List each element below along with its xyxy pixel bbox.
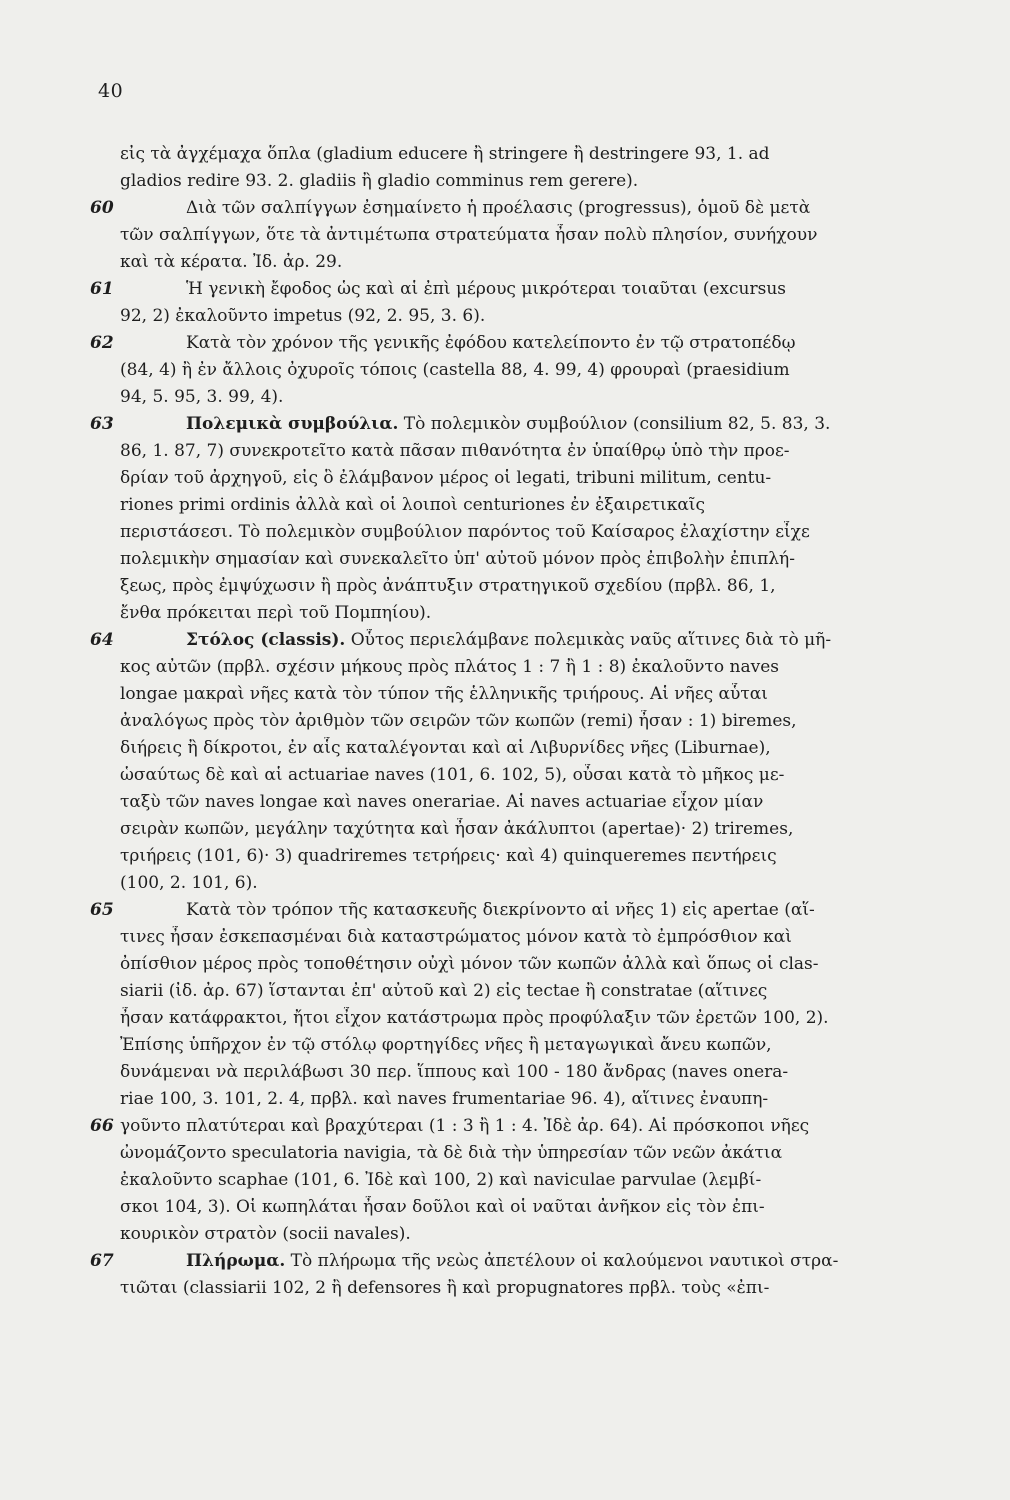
text-line: ταξὺ τῶν naves longae καὶ naves onerariae. Αἱ naves actuariae εἶχον μίαν	[120, 792, 764, 812]
section-heading-crew: Πλήρωμα.	[186, 1251, 286, 1271]
section-number-62: 62	[90, 333, 114, 353]
text-line: τινες ἦσαν ἐσκεπασμέναι διὰ καταστρώματος μόνον κατὰ τὸ ἐμπρόσθιον καὶ	[120, 927, 792, 947]
text-line: τριήρεις (101, 6)· 3) quadriremes τετρήρεις· καὶ 4) quinqueremes πεντήρεις	[120, 846, 777, 866]
text-line: καὶ τὰ κέρατα. Ἰδ. ἀρ. 29.	[120, 252, 343, 272]
text-run: Τὸ πολεμικὸν συμβούλιον (consilium 82, 5. 83, 3.	[398, 414, 831, 434]
section-number-64: 64	[90, 630, 114, 650]
text-line: Διὰ τῶν σαλπίγγων ἐσημαίνετο ἡ προέλασις (progressus), ὁμοῦ δὲ μετὰ	[186, 198, 811, 218]
text-line: ὠνομάζοντο speculatoria navigia, τὰ δὲ διὰ τὴν ὑπηρεσίαν τῶν νεῶν ἀκάτια	[120, 1143, 783, 1163]
text-line: Ἐπίσης ὑπῆρχον ἐν τῷ στόλῳ φορτηγίδες νῆες ἢ μεταγωγικαὶ ἄνευ κωπῶν,	[120, 1035, 772, 1055]
text-line: ἐκαλοῦντο scaphae (101, 6. Ἰδὲ καὶ 100, 2) καὶ naviculae parvulae (λεμβί-	[120, 1170, 762, 1190]
text-line: ὡσαύτως δὲ καὶ αἱ actuariae naves (101, 6. 102, 5), οὖσαι κατὰ τὸ μῆκος με-	[120, 765, 785, 785]
section-number-60: 60	[90, 198, 114, 218]
text-line: δρίαν τοῦ ἀρχηγοῦ, εἰς ὃ ἐλάμβανον μέρος οἱ legati, tribuni militum, centu-	[120, 468, 772, 488]
text-line	[120, 413, 1010, 435]
text-line: περιστάσεσι. Τὸ πολεμικὸν συμβούλιον παρόντος τοῦ Καίσαρος ἐλαχίστην εἶχε	[120, 522, 810, 542]
text-line	[120, 1250, 1010, 1272]
text-line: κος αὐτῶν (πρβλ. σχέσιν μήκους πρὸς πλάτος 1 : 7 ἢ 1 : 8) ἐκαλοῦντο naves	[120, 657, 779, 677]
text-line: riae 100, 3. 101, 2. 4, πρβλ. καὶ naves frumentariae 96. 4), αἵτινες ἐναυπη-	[120, 1089, 769, 1109]
text-line: ὀπίσθιον μέρος πρὸς τοποθέτησιν οὐχὶ μόνον τῶν κωπῶν ἀλλὰ καὶ ὅπως οἱ clas-	[120, 954, 819, 974]
section-number-63: 63	[90, 414, 114, 434]
section-heading-fleet: Στόλος (classis).	[186, 630, 346, 650]
text-line: siarii (ἰδ. ἀρ. 67) ἵστανται ἐπ' αὐτοῦ καὶ 2) εἰς tectae ἢ constratae (αἵτινες	[120, 981, 768, 1001]
text-line: riones primi ordinis ἀλλὰ καὶ οἱ λοιποὶ centuriones ἐν ἐξαιρετικαῖς	[120, 495, 705, 515]
text-line: γοῦντο πλατύτεραι καὶ βραχύτεραι (1 : 3 ἢ 1 : 4. Ἰδὲ ἀρ. 64). Αἱ πρόσκοποι νῆες	[120, 1116, 810, 1136]
text-line: σκοι 104, 3). Οἱ κωπηλάται ἦσαν δοῦλοι καὶ οἱ ναῦται ἀνῆκον εἰς τὸν ἐπι-	[120, 1197, 765, 1217]
text-line: τῶν σαλπίγγων, ὅτε τὰ ἀντιμέτωπα στρατεύματα ἦσαν πολὺ πλησίον, συνήχουν	[120, 225, 818, 245]
text-line: 92, 2) ἐκαλοῦντο impetus (92, 2. 95, 3. 6).	[120, 306, 486, 326]
text-line: εἰς τὰ ἀγχέμαχα ὅπλα (gladium educere ἢ stringere ἢ destringere 93, 1. ad	[120, 144, 770, 164]
text-line: (84, 4) ἢ ἐν ἄλλοις ὀχυροῖς τόποις (castella 88, 4. 99, 4) φρουραὶ (praesidium	[120, 360, 790, 380]
text-line: διήρεις ἢ δίκροτοι, ἐν αἷς καταλέγονται καὶ αἱ Λιβυρνίδες νῆες (Liburnae),	[120, 738, 771, 758]
text-line: (100, 2. 101, 6).	[120, 873, 258, 893]
text-line	[120, 629, 1010, 651]
page-number: 40	[98, 80, 124, 102]
text-line: 86, 1. 87, 7) συνεκροτεῖτο κατὰ πᾶσαν πιθανότητα ἐν ὑπαίθρῳ ὑπὸ τὴν προε-	[120, 441, 790, 461]
text-line: ξεως, πρὸς ἐμψύχωσιν ἢ πρὸς ἀνάπτυξιν στρατηγικοῦ σχεδίου (πρβλ. 86, 1,	[120, 576, 776, 596]
text-line: longae μακραὶ νῆες κατὰ τὸν τύπον τῆς ἑλληνικῆς τριήρους. Αἱ νῆες αὗται	[120, 684, 768, 704]
text-line: Κατὰ τὸν τρόπον τῆς κατασκευῆς διεκρίνοντο αἱ νῆες 1) εἰς apertae (αἵ-	[186, 900, 815, 920]
text-line: σειρὰν κωπῶν, μεγάλην ταχύτητα καὶ ἦσαν ἀκάλυπτοι (apertae)· 2) triremes,	[120, 819, 794, 839]
text-line: Κατὰ τὸν χρόνον τῆς γενικῆς ἐφόδου κατελείποντο ἐν τῷ στρατοπέδῳ	[186, 333, 796, 353]
section-number-66: 66	[90, 1116, 114, 1136]
text-line: 94, 5. 95, 3. 99, 4).	[120, 387, 284, 407]
text-run: Οὗτος περιελάμβανε πολεμικὰς ναῦς αἵτινες διὰ τὸ μῆ-	[345, 630, 832, 650]
text-line: ἀναλόγως πρὸς τὸν ἀριθμὸν τῶν σειρῶν τῶν κωπῶν (remi) ἦσαν : 1) biremes,	[120, 711, 797, 731]
section-number-65: 65	[90, 900, 114, 920]
text-line: πολεμικὴν σημασίαν καὶ συνεκαλεῖτο ὑπ' αὐτοῦ μόνον πρὸς ἐπιβολὴν ἐπιπλή-	[120, 549, 795, 569]
text-line: δυνάμεναι νὰ περιλάβωσι 30 περ. ἵππους καὶ 100 - 180 ἄνδρας (naves onera-	[120, 1062, 789, 1082]
text-line: ἦσαν κατάφρακτοι, ἤτοι εἶχον κατάστρωμα πρὸς προφύλαξιν τῶν ἐρετῶν 100, 2).	[120, 1008, 829, 1028]
text-run: Τὸ πλήρωμα τῆς νεὼς ἀπετέλουν οἱ καλούμενοι ναυτικοὶ στρα-	[285, 1251, 839, 1271]
section-number-61: 61	[90, 279, 114, 299]
section-number-67: 67	[90, 1251, 114, 1271]
text-line: Ἡ γενικὴ ἔφοδος ὡς καὶ αἱ ἐπὶ μέρους μικρότεραι τοιαῦται (excursus	[186, 279, 786, 299]
text-line: τιῶται (classiarii 102, 2 ἢ defensores ἢ καὶ propugnatores πρβλ. τοὺς «ἐπι-	[120, 1278, 770, 1298]
text-line: ἔνθα πρόκειται περὶ τοῦ Πομπηίου).	[120, 603, 432, 623]
section-heading-councils: Πολεμικὰ συμβούλια.	[186, 414, 399, 434]
text-line: κουρικὸν στρατὸν (socii navales).	[120, 1224, 411, 1244]
text-line: gladios redire 93. 2. gladiis ἢ gladio comminus rem gerere).	[120, 171, 639, 191]
